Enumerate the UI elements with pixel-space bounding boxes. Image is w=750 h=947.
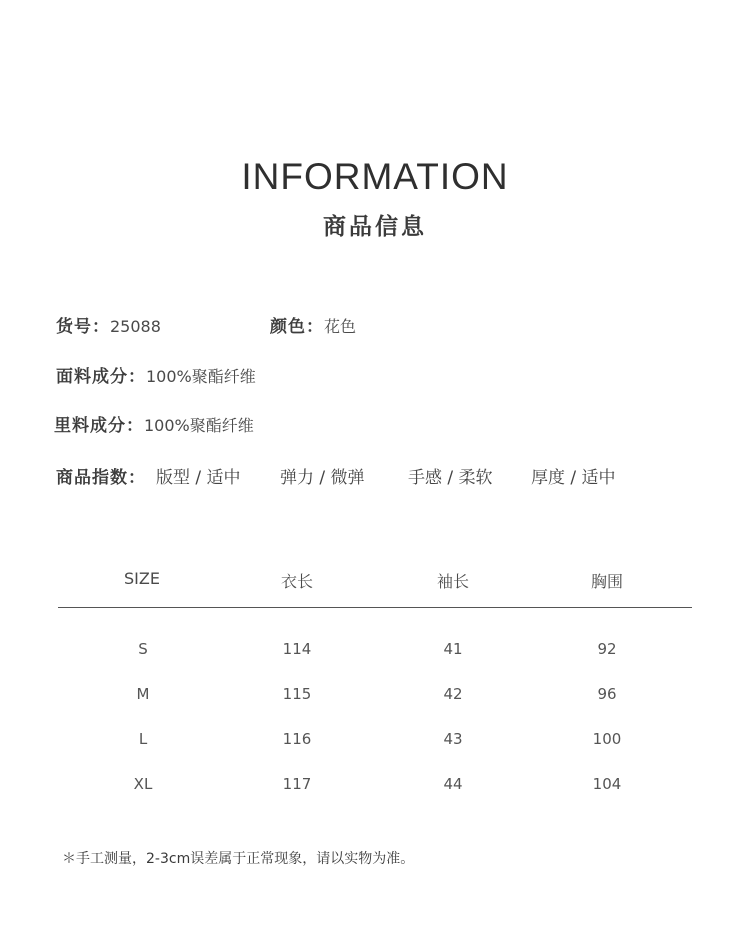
cell-chest: 96 <box>597 685 617 703</box>
page-subtitle: 商品信息 <box>323 214 427 240</box>
color-label: 颜色： <box>270 317 324 337</box>
header-sleeve: 袖长 <box>436 572 469 591</box>
color-row <box>270 312 356 337</box>
measurement-note: ＊手工测量，2-3cm误差属于正常现象，请以实物为准。 <box>62 851 415 867</box>
color-value: 花色 <box>324 317 357 336</box>
lining-label: 里料成分： <box>54 416 144 436</box>
lining-row <box>54 411 254 436</box>
table-divider <box>58 607 692 608</box>
fabric-value: 100%聚酯纤维 <box>146 367 256 386</box>
header-length: 衣长 <box>280 572 313 591</box>
page-title: INFORMATION <box>241 156 509 197</box>
cell-sleeve: 43 <box>443 730 463 748</box>
index-thickness: 厚度 / 适中 <box>531 468 616 488</box>
cell-length: 115 <box>282 685 312 703</box>
fabric-label: 面料成分： <box>56 367 146 387</box>
index-fit: 版型 / 适中 <box>156 468 241 488</box>
cell-length: 116 <box>282 730 312 748</box>
index-stretch: 弹力 / 微弹 <box>280 468 365 488</box>
fabric-row <box>56 362 256 387</box>
item-no-label: 货号： <box>56 317 110 337</box>
cell-size: L <box>138 730 148 748</box>
cell-sleeve: 44 <box>443 775 463 793</box>
cell-length: 117 <box>282 775 312 793</box>
lining-value: 100%聚酯纤维 <box>144 416 254 435</box>
cell-sleeve: 42 <box>443 685 463 703</box>
cell-size: M <box>136 685 150 703</box>
cell-chest: 100 <box>592 730 622 748</box>
index-label: 商品指数： <box>56 468 146 488</box>
index-feel: 手感 / 柔软 <box>408 468 493 488</box>
cell-sleeve: 41 <box>443 640 463 658</box>
cell-chest: 92 <box>597 640 617 658</box>
header-size: SIZE <box>124 569 160 588</box>
index-row <box>56 463 146 488</box>
item-no-row <box>56 312 161 337</box>
cell-chest: 104 <box>592 775 622 793</box>
item-no-value: 25088 <box>110 317 161 336</box>
cell-size: XL <box>133 775 153 793</box>
cell-size: S <box>138 640 148 658</box>
header-chest: 胸围 <box>590 572 623 591</box>
cell-length: 114 <box>282 640 312 658</box>
